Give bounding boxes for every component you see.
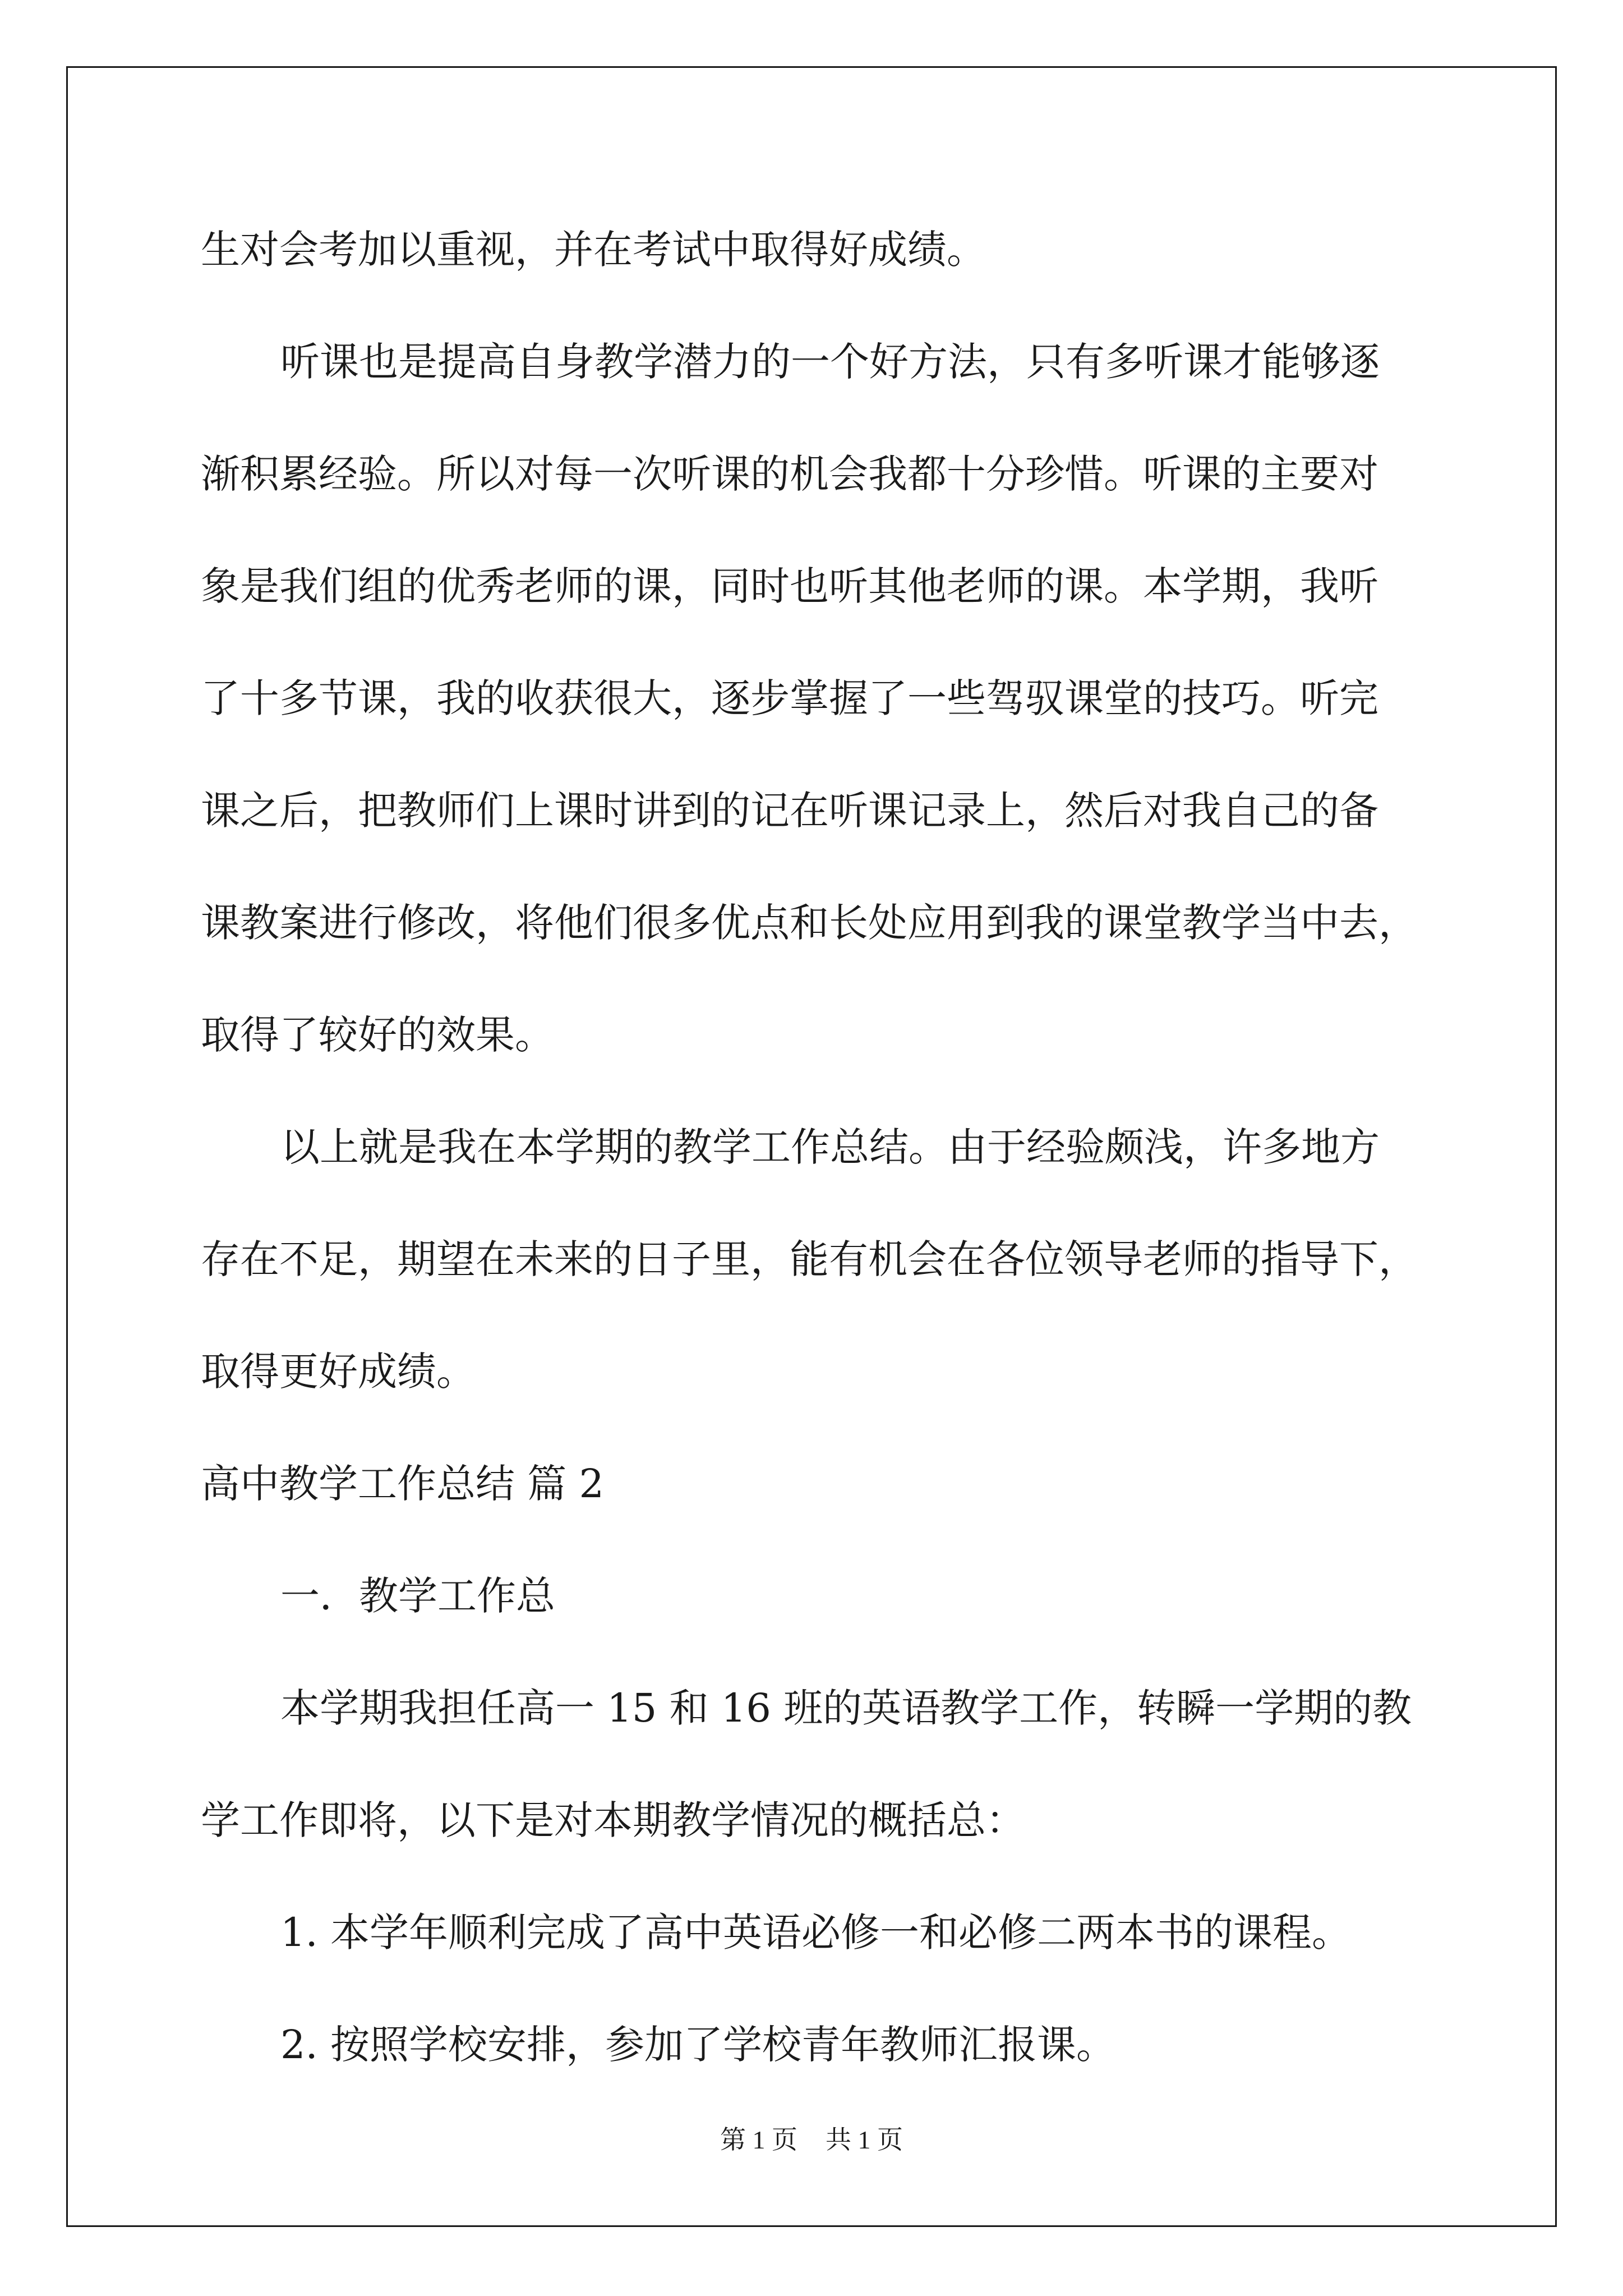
paragraph-line: 课之后，把教师们上课时讲到的记在听课记录上，然后对我自己的备 [201, 788, 1378, 834]
paragraph-line: 渐积累经验。所以对每一次听课的机会我都十分珍惜。听课的主要对 [201, 451, 1378, 497]
paragraph-line: 课教案进行修改，将他们很多优点和长处应用到我的课堂教学当中去， [201, 900, 1418, 946]
paragraph-line: 取得更好成绩。 [201, 1349, 476, 1395]
paragraph-line: 了十多节课，我的收获很大，逐步掌握了一些驾驭课堂的技巧。听完 [201, 675, 1378, 721]
page-total: 共 1 页 [826, 2125, 903, 2154]
subsection-heading: 一．教学工作总 [280, 1573, 555, 1619]
paragraph-line: 本学期我担任高一 15 和 16 班的英语教学工作，转瞬一学期的教 [280, 1685, 1412, 1731]
list-item: 2. 按照学校安排，参加了学校青年教师汇报课。 [280, 2022, 1116, 2068]
paragraph-line: 象是我们组的优秀老师的课，同时也听其他老师的课。本学期，我听 [201, 563, 1378, 609]
paragraph-line: 听课也是提高自身教学潜力的一个好方法，只有多听课才能够逐 [280, 339, 1380, 385]
section-heading: 高中教学工作总结 篇 2 [201, 1461, 605, 1507]
paragraph-line: 生对会考加以重视，并在考试中取得好成绩。 [201, 227, 986, 273]
paragraph-line: 存在不足，期望在未来的日子里，能有机会在各位领导老师的指导下， [201, 1236, 1418, 1282]
paragraph-line: 以上就是我在本学期的教学工作总结。由于经验颇浅，许多地方 [280, 1124, 1380, 1170]
page-footer [0, 2123, 1623, 2157]
paragraph-line: 取得了较好的效果。 [201, 1012, 554, 1058]
page-number: 第 1 页 [720, 2125, 797, 2154]
paragraph-line: 学工作即将，以下是对本期教学情况的概括总： [201, 1797, 1025, 1843]
list-item: 1. 本学年顺利完成了高中英语必修一和必修二两本书的课程。 [280, 1910, 1352, 1955]
